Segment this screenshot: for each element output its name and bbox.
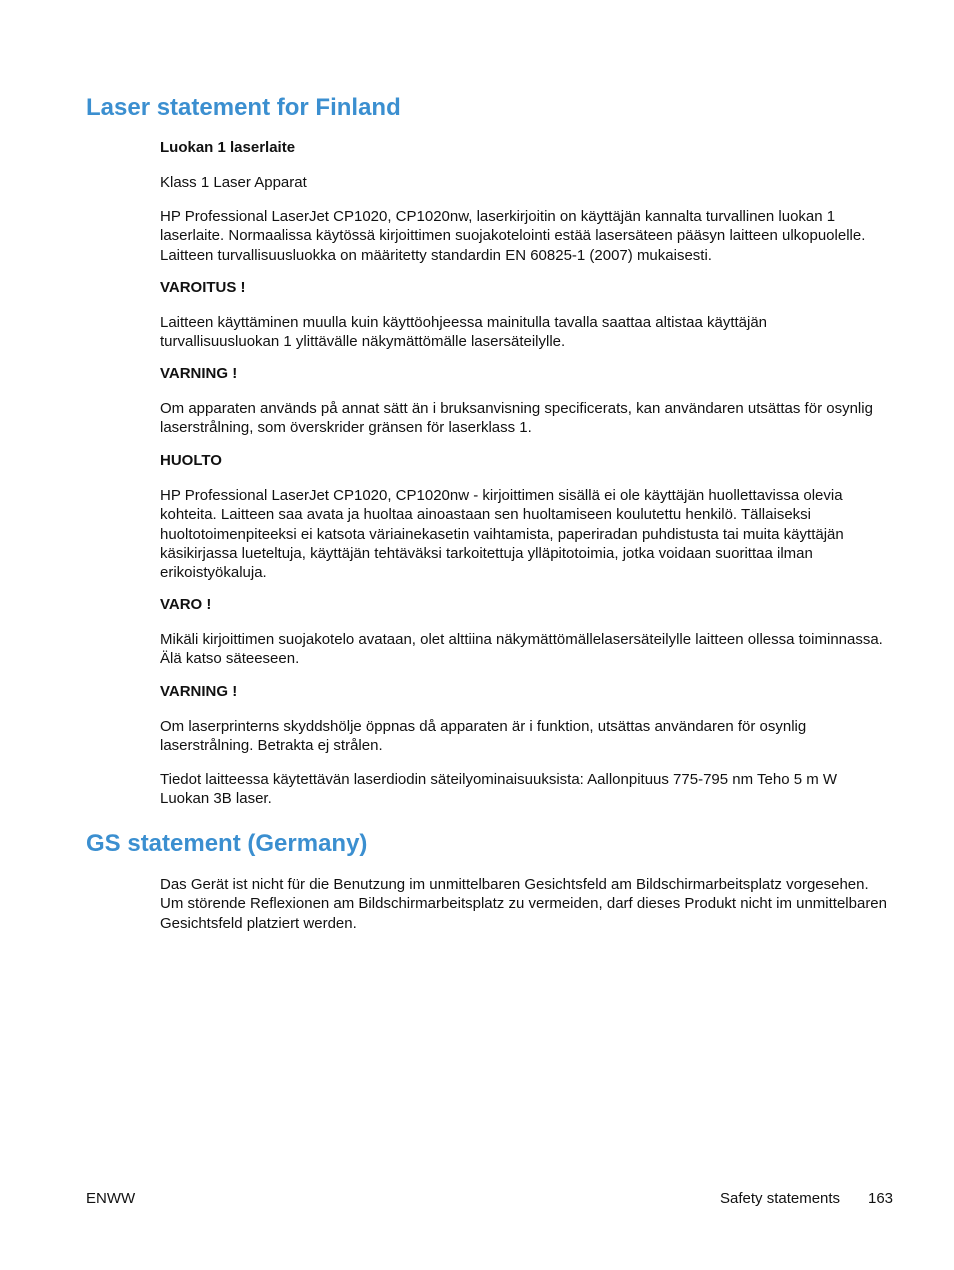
label-varoitus: VAROITUS ! [160,279,246,296]
paragraph-laserlaite: HP Professional LaserJet CP1020, CP1020nw, laserkirjoitin on käyttäjän kannalta turvallinen luokan 1 laserlaite. Normaalissa käytössä kirjoittimen suojakotelointi estää lasersäteen pääsyn laitteen ulkopuolelle. Laitteen turvallisuusluokka on määritetty standardin EN 60825-1 (2007) mukaisesti. [160,208,866,264]
page-number: 163 [868,1190,894,1207]
paragraph-huolto: HP Professional LaserJet CP1020, CP1020nw - kirjoittimen sisällä ei ole käyttäjän huollettavissa olevia kohteita. Laitteen saa avata ja huoltaa ainoastaan sen huoltamiseen koulutettu henkilö. Tällaiseksi huoltotoimenpiteeksi ei katsota väriainekasetin vaihtamista, paperiradan puhdistusta tai muita käyttäjän käsikirjassa lueteltuja, käyttäjän tehtäväksi tarkoitettuja ylläpitotoimia, jotka voidaan suorittaa ilman erikoistyökaluja. [160,487,844,582]
label-varning-1: VARNING ! [160,365,238,382]
paragraph-varning-1: Om apparaten används på annat sätt än i bruksanvisning specificerats, kan användaren utsättas för osynlig laserstrålning, som överskrider gränsen för laserklass 1. [160,400,873,437]
paragraph-varoitus: Laitteen käyttäminen muulla kuin käyttöohjeessa mainitulla tavalla saattaa altistaa käyttäjän turvallisuusluokan 1 ylittävälle näkymättömälle lasersäteilylle. [160,314,768,351]
footer-left: ENWW [86,1190,136,1207]
paragraph-varo: Mikäli kirjoittimen suojakotelo avataan, olet alttiina näkymättömällelasersäteilylle laitteen ollessa toiminnassa. Älä katso säteeseen. [160,631,883,668]
label-varo: VARO ! [160,596,212,613]
label-luokan: Luokan 1 laserlaite [160,139,296,156]
label-huolto: HUOLTO [160,452,222,469]
paragraph-tiedot: Tiedot laitteessa käytettävän laserdiodin säteilyominaisuuksista: Aallonpituus 775-795 nm Teho 5 m W Luokan 3B laser. [160,771,838,808]
section-title-finland: Laser statement for Finland [86,94,401,121]
paragraph-varning-2: Om laserprinterns skyddshölje öppnas då apparaten är i funktion, utsättas användaren för osynlig laserstrålning. Betrakta ej strålen. [160,718,807,755]
paragraph-gs: Das Gerät ist nicht für die Benutzung im unmittelbaren Gesichtsfeld am Bildschirmarbeitsplatz vorgesehen. Um störende Reflexionen am Bildschirmarbeitsplatz zu vermeiden, darf dieses Produkt nicht im unmittelbaren Gesichtsfeld platziert werden. [160,876,887,932]
label-varning-2: VARNING ! [160,683,238,700]
footer-section: Safety statements [720,1190,841,1207]
section-title-germany: GS statement (Germany) [86,830,368,857]
paragraph-klass: Klass 1 Laser Apparat [160,174,307,191]
